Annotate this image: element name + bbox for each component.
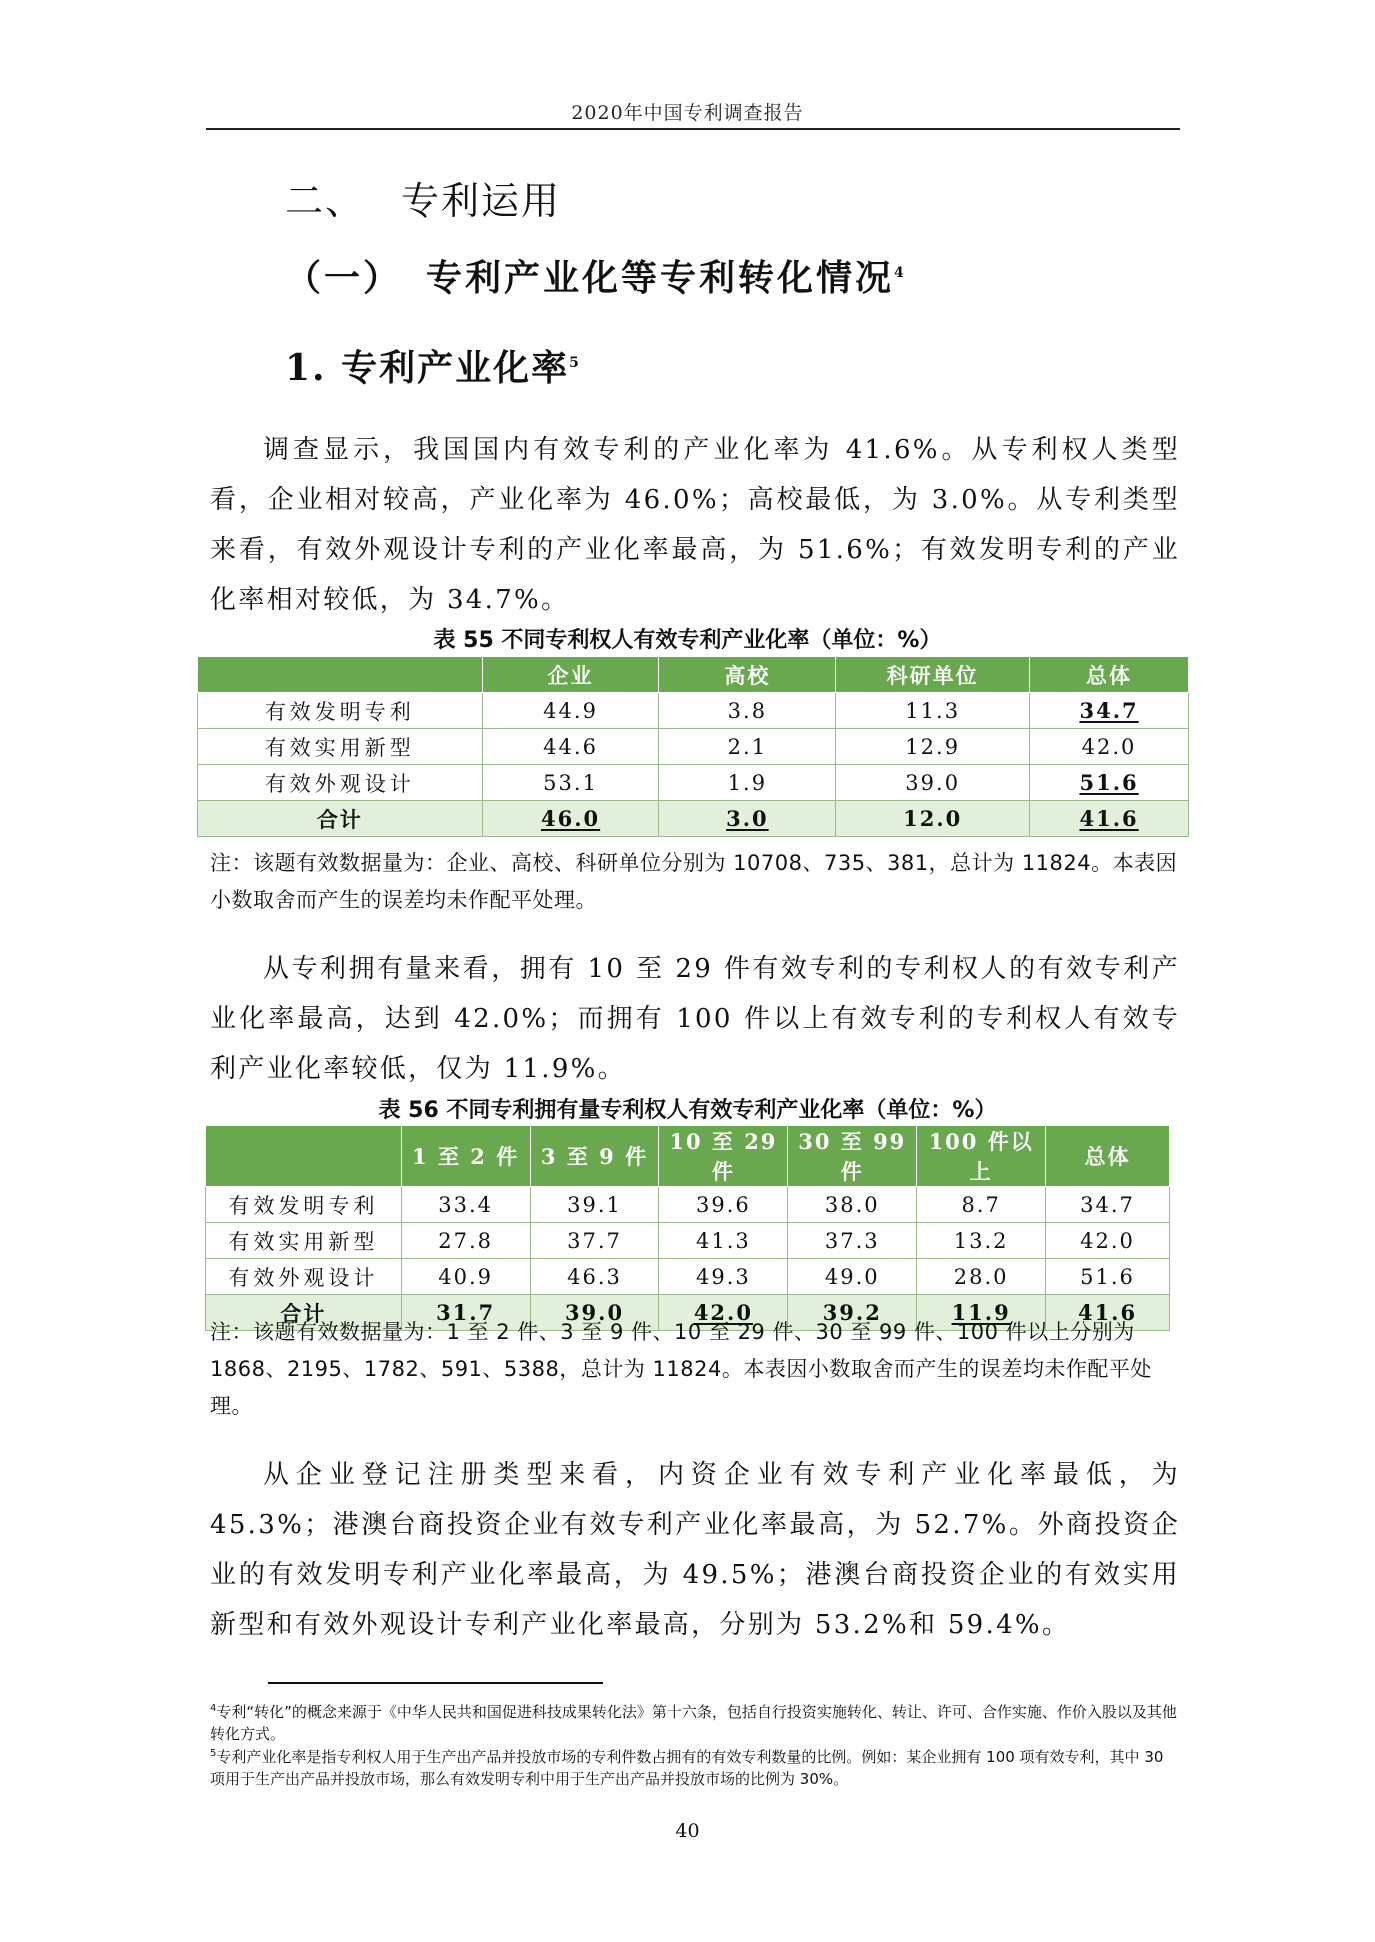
table56-header-cell: 100 件以上: [917, 1126, 1046, 1187]
table-cell: 33.4: [401, 1187, 530, 1223]
table-cell: 39.0: [836, 765, 1030, 801]
table-cell: 44.6: [482, 729, 659, 765]
table-cell: 13.2: [917, 1223, 1046, 1259]
table-cell: 42.0: [1030, 729, 1189, 765]
table56-header-row: [206, 1126, 1170, 1187]
table-cell: [1030, 693, 1189, 729]
underlined-value: 11.9: [951, 1300, 1011, 1325]
header-rule: [206, 128, 1180, 130]
row-label: 有效发明专利: [206, 1187, 402, 1223]
underlined-value: 51.6: [1079, 770, 1139, 795]
row-label: 有效发明专利: [198, 693, 483, 729]
table-row: [206, 1259, 1170, 1295]
section-heading: [285, 170, 561, 225]
table-cell: 12.0: [836, 801, 1030, 837]
table-cell: 40.9: [401, 1259, 530, 1295]
table-cell: 51.6: [1046, 1259, 1170, 1295]
table-cell: 31.7: [401, 1295, 530, 1331]
table55-header-row: [198, 657, 1189, 693]
footnote-ref-4: 4: [894, 265, 904, 281]
table55-header-cell: 科研单位: [836, 657, 1030, 693]
table-cell: 34.7: [1046, 1187, 1170, 1223]
table-cell: 39.1: [530, 1187, 659, 1223]
underlined-value: 34.7: [1079, 698, 1139, 723]
table-cell: 49.0: [788, 1259, 917, 1295]
table-cell: 8.7: [917, 1187, 1046, 1223]
table-cell: 27.8: [401, 1223, 530, 1259]
subsubsection-heading: [285, 340, 579, 391]
table55-header-cell: 总体: [1030, 657, 1189, 693]
table-cell: 38.0: [788, 1187, 917, 1223]
table-cell: 37.7: [530, 1223, 659, 1259]
row-label: 有效外观设计: [198, 765, 483, 801]
table-cell: [482, 801, 659, 837]
table55-note: 注：该题有效数据量为：企业、高校、科研单位分别为 10708、735、381，总计为 11824。本表因小数取舍而产生的误差均未作配平处理。: [210, 851, 1178, 912]
paragraph-1: 调查显示，我国国内有效专利的产业化率为 41.6%。从专利权人类型看，企业相对较高，产业化率为 46.0%；高校最低，为 3.0%。从专利类型来看，有效外观设计专利的产业化率最高，为 51.6%；有效发明专利的产业化率相对较低，为 34.7%。: [210, 435, 1180, 615]
page-number: 40: [675, 1820, 700, 1842]
table-cell: 39.0: [530, 1295, 659, 1331]
footnote-rule: [268, 1682, 603, 1684]
section-number: 二、: [285, 179, 366, 223]
table55-header-cell: [198, 657, 483, 693]
subsection-number: （一）: [285, 257, 403, 299]
table-cell: 39.2: [788, 1295, 917, 1331]
subsubsection-title: 1. 专利产业化率: [285, 347, 570, 389]
table-cell: 42.0: [1046, 1223, 1170, 1259]
table-row: [198, 729, 1189, 765]
table-cell: 1.9: [659, 765, 836, 801]
table-cell: 39.6: [659, 1187, 788, 1223]
table56-header-cell: 30 至 99 件: [788, 1126, 917, 1187]
table-cell: 37.3: [788, 1223, 917, 1259]
table-row: [198, 765, 1189, 801]
table56-header-cell: 10 至 29 件: [659, 1126, 788, 1187]
table56-note: 注：该题有效数据量为：1 至 2 件、3 至 9 件、10 至 29 件、30 至 99 件、100 件以上分别为 1868、2195、1782、591、5388，总计为 11824。本表因小数取舍而产生的误差均未作配平处理。: [210, 1320, 1152, 1418]
row-label: 有效实用新型: [198, 729, 483, 765]
underlined-value: 42.0: [693, 1300, 753, 1325]
table55-caption: 表 55 不同专利权人有效专利产业化率（单位：%）: [433, 628, 942, 653]
table-cell: 41.6: [1046, 1295, 1170, 1331]
underlined-value: 46.0: [540, 806, 601, 831]
table-row: [198, 693, 1189, 729]
subsection-heading: [285, 250, 904, 301]
table56-header-cell: [206, 1126, 402, 1187]
footnote-5-marker: 5: [210, 1748, 217, 1759]
section-title: 专利运用: [401, 179, 562, 223]
paragraph-2: 从专利拥有量来看，拥有 10 至 29 件有效专利的专利权人的有效专利产业化率最高，达到 42.0%；而拥有 100 件以上有效专利的专利权人有效专利产业化率较低，仅为 11.9%。: [210, 954, 1180, 1084]
table55-header-cell: 高校: [659, 657, 836, 693]
underlined-value: 41.6: [1079, 806, 1139, 831]
footnote-4: [210, 1698, 1182, 1745]
table-cell: 46.3: [530, 1259, 659, 1295]
paragraph-3: 从企业登记注册类型来看，内资企业有效专利产业化率最低，为 45.3%；港澳台商投资企业有效专利产业化率最高，为 52.7%。外商投资企业的有效发明专利产业化率最高，为 49.5%；港澳台商投资企业的有效实用新型和有效外观设计专利产业化率最高，分别为 53.2%和 59.4%。: [210, 1460, 1180, 1640]
table-cell: 12.9: [836, 729, 1030, 765]
table-cell: 2.1: [659, 729, 836, 765]
table56: [205, 1125, 1170, 1331]
total-row: [198, 801, 1189, 837]
row-label: 有效外观设计: [206, 1259, 402, 1295]
table56-header-cell: 总体: [1046, 1126, 1170, 1187]
row-label: 合计: [206, 1295, 402, 1331]
table-row: [206, 1223, 1170, 1259]
table-row: [206, 1187, 1170, 1223]
table56-header-cell: 1 至 2 件: [401, 1126, 530, 1187]
footnote-5: [210, 1743, 1182, 1790]
table-cell: [659, 801, 836, 837]
footnote-4-text: 专利“转化”的概念来源于《中华人民共和国促进科技成果转化法》第十六条，包括自行投资实施转化、转让、许可、合作实施、作价入股以及其他转化方式。: [210, 1703, 1177, 1743]
table-cell: 49.3: [659, 1259, 788, 1295]
table-cell: 44.9: [482, 693, 659, 729]
footnote-5-text: 专利产业化率是指专利权人用于生产出产品并投放市场的专利件数占拥有的有效专利数量的比例。例如：某企业拥有 100 项有效专利，其中 30 项用于生产出产品并投放市场，那么有效发明专利中用于生产出产品并投放市场的比例为 30%。: [210, 1748, 1164, 1788]
table-cell: 28.0: [917, 1259, 1046, 1295]
table-cell: 41.3: [659, 1223, 788, 1259]
footnote-ref-5: 5: [569, 355, 579, 371]
table-cell: [1030, 801, 1189, 837]
subsection-title: 专利产业化等专利转化情况: [426, 257, 895, 299]
row-label: 合计: [198, 801, 483, 837]
running-header: 2020年中国专利调查报告: [571, 102, 804, 124]
table56-header-cell: 3 至 9 件: [530, 1126, 659, 1187]
table-cell: 11.3: [836, 693, 1030, 729]
underlined-value: 3.0: [726, 806, 769, 831]
table-cell: 53.1: [482, 765, 659, 801]
table-cell: [1030, 765, 1189, 801]
row-label: 有效实用新型: [206, 1223, 402, 1259]
table56-caption: 表 56 不同专利拥有量专利权人有效专利产业化率（单位：%）: [378, 1098, 997, 1123]
footnote-4-marker: 4: [210, 1703, 217, 1714]
table-cell: 3.8: [659, 693, 836, 729]
table55-header-cell: 企业: [482, 657, 659, 693]
table55: [197, 656, 1189, 837]
